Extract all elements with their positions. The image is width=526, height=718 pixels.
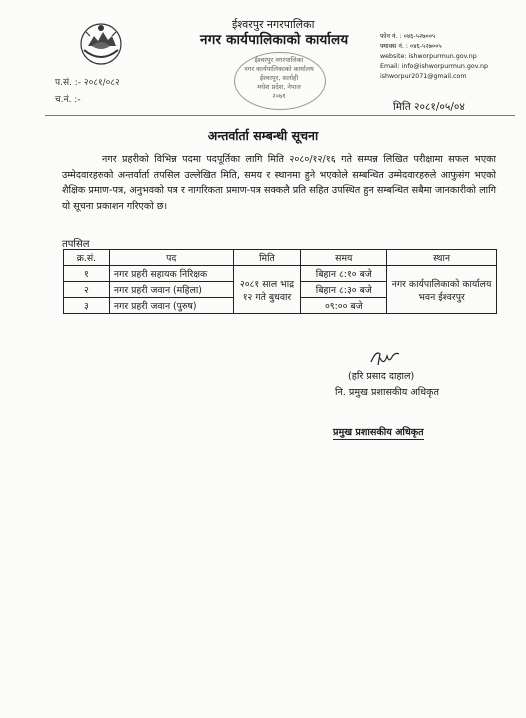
dispatch-number: च.नं. :- bbox=[55, 95, 81, 105]
row-time: बिहान ८:३० बजे bbox=[301, 282, 387, 298]
row-sn: २ bbox=[64, 282, 110, 298]
fax-number: फ्याक्स नं. : ०४६-५२७००५ bbox=[380, 43, 442, 50]
row-post: नगर प्रहरी जवान (पुरुष) bbox=[109, 298, 233, 314]
website-text: website: ishworpurmun.gov.np bbox=[380, 53, 477, 60]
row-time: बिहान ८:१० बजे bbox=[301, 266, 387, 282]
row-sn: ३ bbox=[64, 298, 110, 314]
municipality-name: ईश्वरपुर नगरपालिका bbox=[232, 18, 315, 31]
interview-schedule-table bbox=[63, 249, 497, 314]
nepal-emblem-icon bbox=[78, 20, 124, 66]
seal-line: नगर कार्यपालिकाको कार्यालय bbox=[244, 65, 314, 73]
seal-line: ईश्वरपुर नगरपालिका bbox=[254, 56, 304, 64]
details-label: तपसिल bbox=[62, 239, 90, 250]
table-header-row bbox=[64, 250, 497, 266]
row-time: ०९:०० बजे bbox=[301, 298, 387, 314]
letter-reference-number: प.सं. :- २०८१/०८२ bbox=[55, 78, 120, 88]
col-header-time: समय bbox=[301, 250, 387, 266]
email-text: Email: info@ishworpurmun.gov.np bbox=[380, 63, 488, 70]
interview-date-cell: २०८१ साल भाद्र १२ गते बुधवार bbox=[233, 266, 301, 314]
office-seal-stamp bbox=[220, 50, 338, 108]
signatory-title: नि. प्रमुख प्रशासकीय अधिकृत bbox=[335, 387, 439, 398]
notice-body: नगर प्रहरीको विभिन्न पदमा पदपूर्तिका लागि मिति २०८०/१२/१६ गते सम्पन्न लिखित परीक्षामा सफल भएका उम्मेदवारहरुको अन्तर्वार्ता तपसिल उल्लेखित मिति, समय र स्थानमा हुने भएकोले सम्बन्धित उम्मेदवारहरुले आफुसंग भएको शैक्षिक प्रमाण-पत्र, अनुभवको पत्र र नागरिकता प्रमाण-पत्र सक्कलै प्रति सहित उपस्थित हुन सम्बन्धित सबैमा जानकारीको लागि यो सूचना प्रकाशन गरिएको छ। bbox=[62, 154, 496, 212]
col-header-sn: क्र.सं. bbox=[64, 250, 110, 266]
signatory-name: (हरि प्रसाद दाहाल) bbox=[348, 371, 415, 382]
header-divider bbox=[45, 115, 515, 116]
gmail-text: ishworpur2071@gmail.com bbox=[380, 73, 467, 80]
officer-title-stamp: प्रमुख प्रशासकीय अधिकृत bbox=[333, 427, 424, 438]
seal-line: २०७१ bbox=[272, 92, 286, 100]
col-header-place: स्थान bbox=[387, 250, 497, 266]
seal-line: मधेश प्रदेश, नेपाल bbox=[257, 83, 301, 91]
row-post: नगर प्रहरी सहायक निरिक्षक bbox=[109, 266, 233, 282]
table-row bbox=[64, 266, 497, 282]
row-post: नगर प्रहरी जवान (महिला) bbox=[109, 282, 233, 298]
handwritten-signature bbox=[368, 348, 402, 368]
col-header-post: पद bbox=[109, 250, 233, 266]
interview-place-cell: नगर कार्यपालिकाको कार्यालय भवन ईश्वरपुर bbox=[387, 266, 497, 314]
office-name: नगर कार्यपालिकाको कार्यालय bbox=[200, 32, 349, 48]
phone-number: फोन नं. : ०४६-५२७००५ bbox=[380, 33, 436, 40]
col-header-date: मिति bbox=[233, 250, 301, 266]
row-sn: १ bbox=[64, 266, 110, 282]
notice-title: अन्तर्वार्ता सम्बन्धी सूचना bbox=[207, 128, 319, 143]
seal-line: ईश्वरपुर, सर्लाही bbox=[259, 74, 299, 82]
contact-block bbox=[380, 32, 488, 82]
notice-date: मिति २०८१/०५/०४ bbox=[393, 101, 465, 113]
